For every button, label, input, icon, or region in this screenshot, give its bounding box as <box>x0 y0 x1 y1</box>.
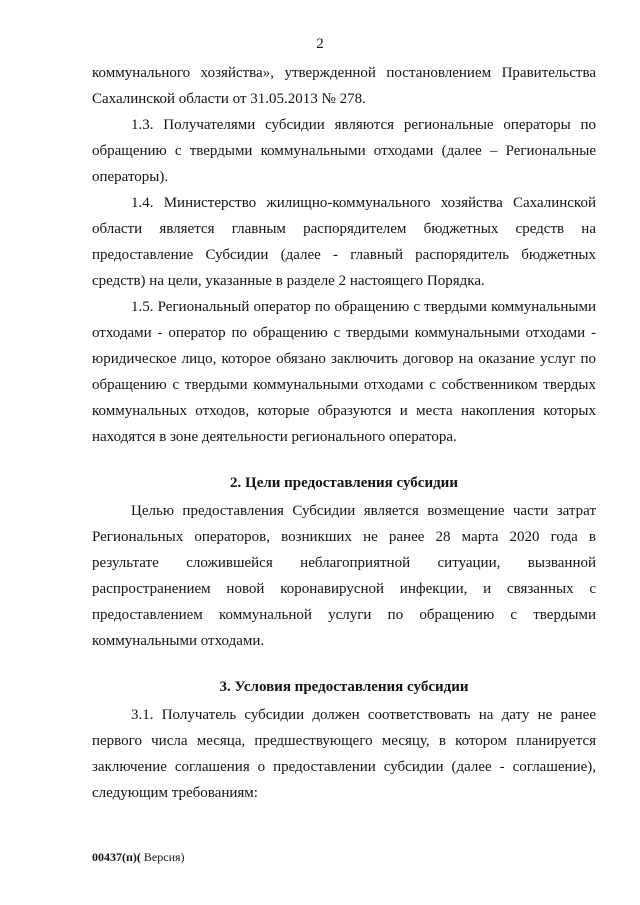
footer-code: 00437(п)( <box>92 850 141 864</box>
footer-version: Версия) <box>140 850 185 864</box>
paragraph-2: Целью предоставления Субсидии является возмещение части затрат Региональных операторов, возникших не ранее 28 марта 2020 года в результате сложившейся неблагоприятной ситуации, вызванной распространением новой коронавирусной инфекции, и связанных с предоставлением коммунальной услуги по обращению с твердыми коммунальными отходами. <box>92 503 596 649</box>
paragraph-1-5: 1.5. Региональный оператор по обращению с твердыми коммунальными отходами - оператор по обращению с твердыми коммунальными отходами - юридическое лицо, которое обязано заключить договор на оказание услуг по обращению с твердыми коммунальными отходами с собственником твердых коммунальных отходов, которые образуются и места накопления которых находятся в зоне деятельности регионального оператора. <box>92 299 596 445</box>
section-2-heading: 2. Цели предоставления субсидии <box>230 475 458 491</box>
document-footer <box>92 850 185 865</box>
paragraph-continuation: коммунального хозяйства», утвержденной постановлением Правительства Сахалинской области от 31.05.2013 № 278. <box>92 65 596 107</box>
paragraph-3-1: 3.1. Получатель субсидии должен соответствовать на дату не ранее первого числа месяца, предшествующего месяцу, в котором планируется заключение соглашения о предоставлении субсидии (далее - соглашение), следующим требованиям: <box>92 707 596 801</box>
document-body <box>92 60 596 806</box>
paragraph-1-3: 1.3. Получателями субсидии являются региональные операторы по обращению с твердыми коммунальными отходами (далее – Региональные операторы). <box>92 117 596 185</box>
section-3-heading: 3. Условия предоставления субсидии <box>219 679 469 695</box>
paragraph-1-4: 1.4. Министерство жилищно-коммунального хозяйства Сахалинской области является главным распорядителем бюджетных средств на предоставление Субсидии (далее - главный распорядитель бюджетных средств) на цели, указанные в разделе 2 настоящего Порядка. <box>92 195 596 289</box>
page-number: 2 <box>316 36 324 52</box>
